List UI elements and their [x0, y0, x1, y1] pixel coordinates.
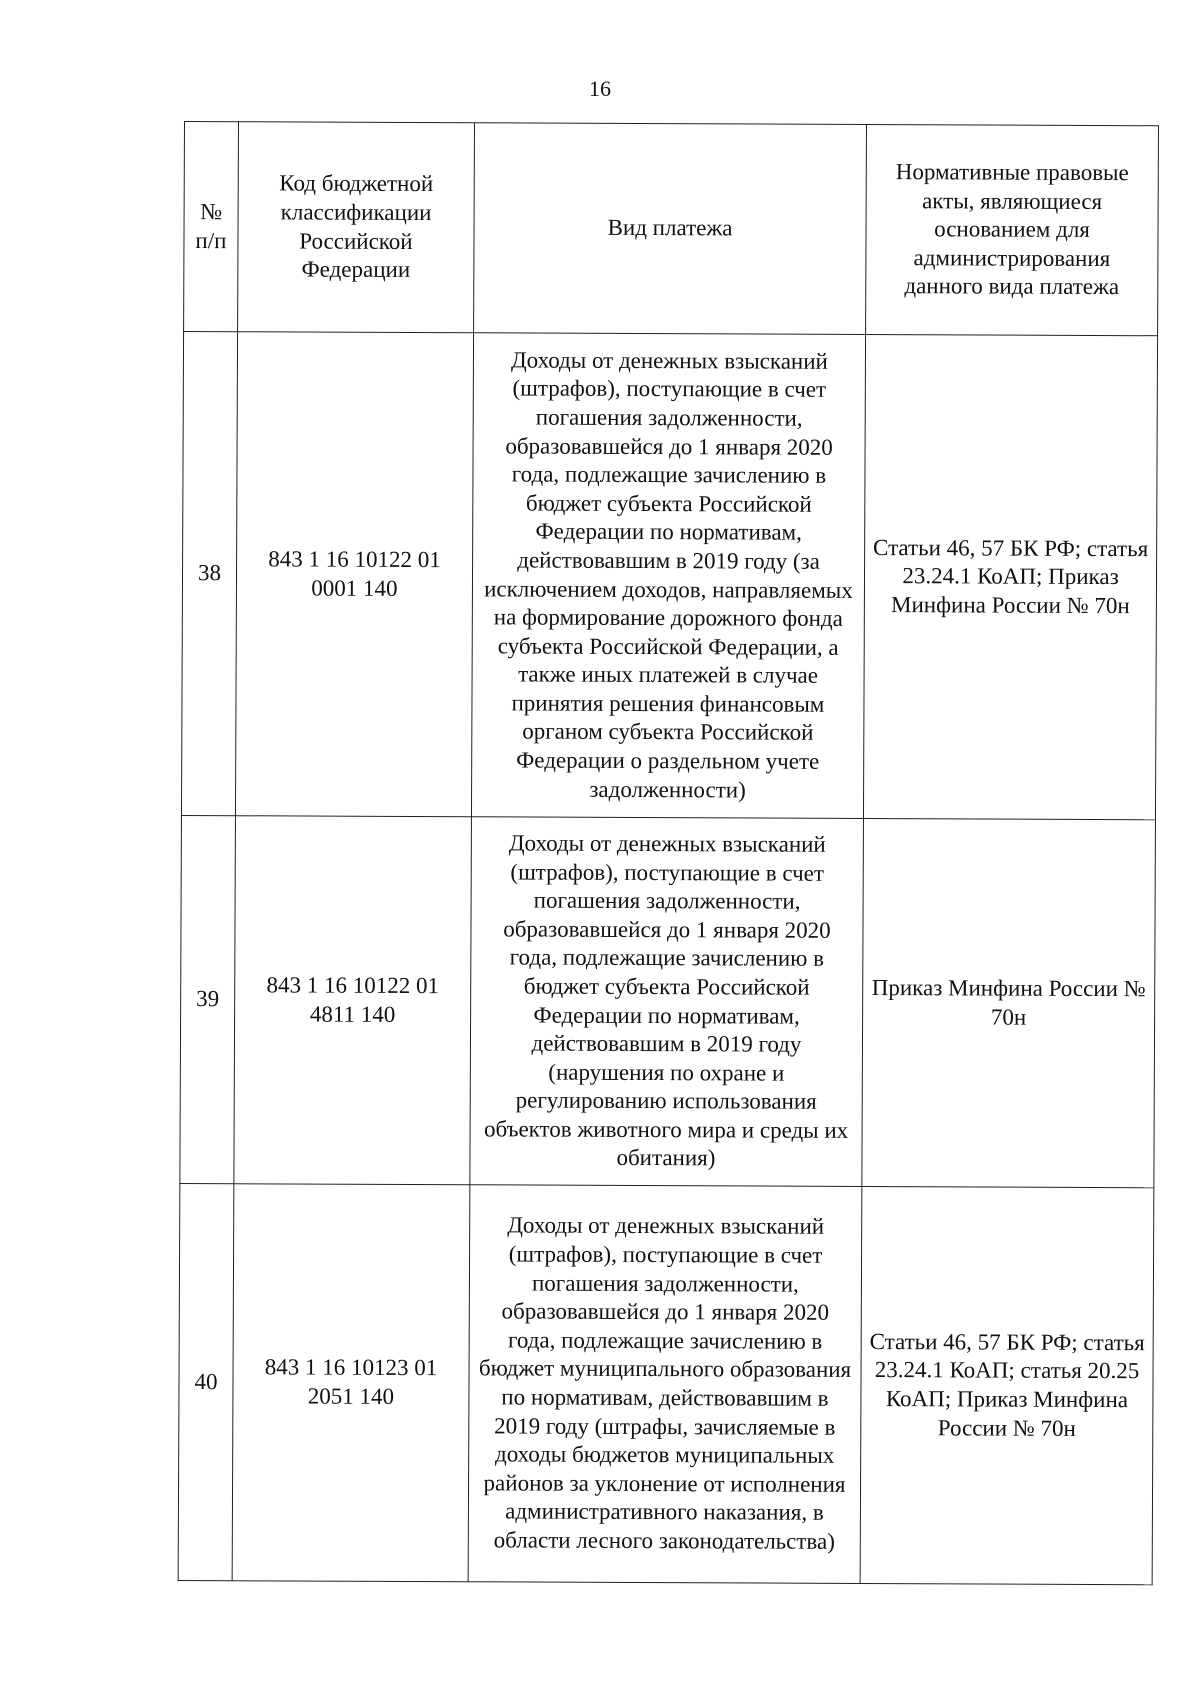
table-row	[180, 815, 1156, 1187]
row-number: 38	[181, 332, 237, 816]
payment-kind: Доходы от денежных взысканий (штрафов), поступающие в счет погашения задолженности, образовавшейся до 1 января 2020 года, подлежащие зачислению в бюджет субъекта Российской Федерации по нормативам, действовавшим в 2019 году (нарушения по охране и регулированию использования объектов животного мира и среды их обитания)	[470, 817, 864, 1187]
legal-acts: Приказ Минфина России № 70н	[862, 818, 1156, 1187]
table-header-row	[184, 122, 1159, 336]
budget-code: 843 1 16 10123 01 2051 140	[232, 1184, 470, 1582]
header-legal-acts: Нормативные правовые акты, являющиеся основанием для администрирования данного вида платежа	[866, 124, 1159, 335]
table-row	[178, 1183, 1154, 1584]
budget-code: 843 1 16 10122 01 4811 140	[234, 816, 472, 1185]
budget-code: 843 1 16 10122 01 0001 140	[235, 332, 473, 817]
row-number: 39	[180, 815, 236, 1183]
table-row	[181, 332, 1157, 820]
header-budget-code: Код бюджетной классификации Российской Федерации	[238, 122, 475, 333]
legal-acts: Статьи 46, 57 БК РФ; статья 23.24.1 КоАП; Приказ Минфина России № 70н	[863, 334, 1157, 819]
page-number: 16	[589, 76, 611, 101]
payment-kind: Доходы от денежных взысканий (штрафов), поступающие в счет погашения задолженности, образовавшейся до 1 января 2020 года, подлежащие зачислению в бюджет субъекта Российской Федерации по нормативам, действовавшим в 2019 году (за исключением доходов, направляемых на формирование дорожного фонда субъекта Российской Федерации, а также иных платежей в случае принятия решения финансовым органом субъекта Российской Федерации о раздельном учете задолженности)	[471, 333, 865, 819]
header-payment-kind: Вид платежа	[474, 123, 867, 335]
payments-table	[178, 121, 1159, 1585]
legal-acts: Статьи 46, 57 БК РФ; статья 23.24.1 КоАП; статья 20.25 КоАП; Приказ Минфина России № 70н	[860, 1186, 1154, 1584]
header-number: № п/п	[184, 122, 239, 332]
payment-kind: Доходы от денежных взысканий (штрафов), поступающие в счет погашения задолженности, образовавшейся до 1 января 2020 года, подлежащие зачислению в бюджет муниципального образования по нормативам, действовавшим в 2019 году (штрафы, зачисляемые в доходы бюджетов муниципальных районов за уклонение от исполнения административного наказания, в области лесного законодательства)	[468, 1185, 862, 1584]
row-number: 40	[178, 1183, 234, 1580]
